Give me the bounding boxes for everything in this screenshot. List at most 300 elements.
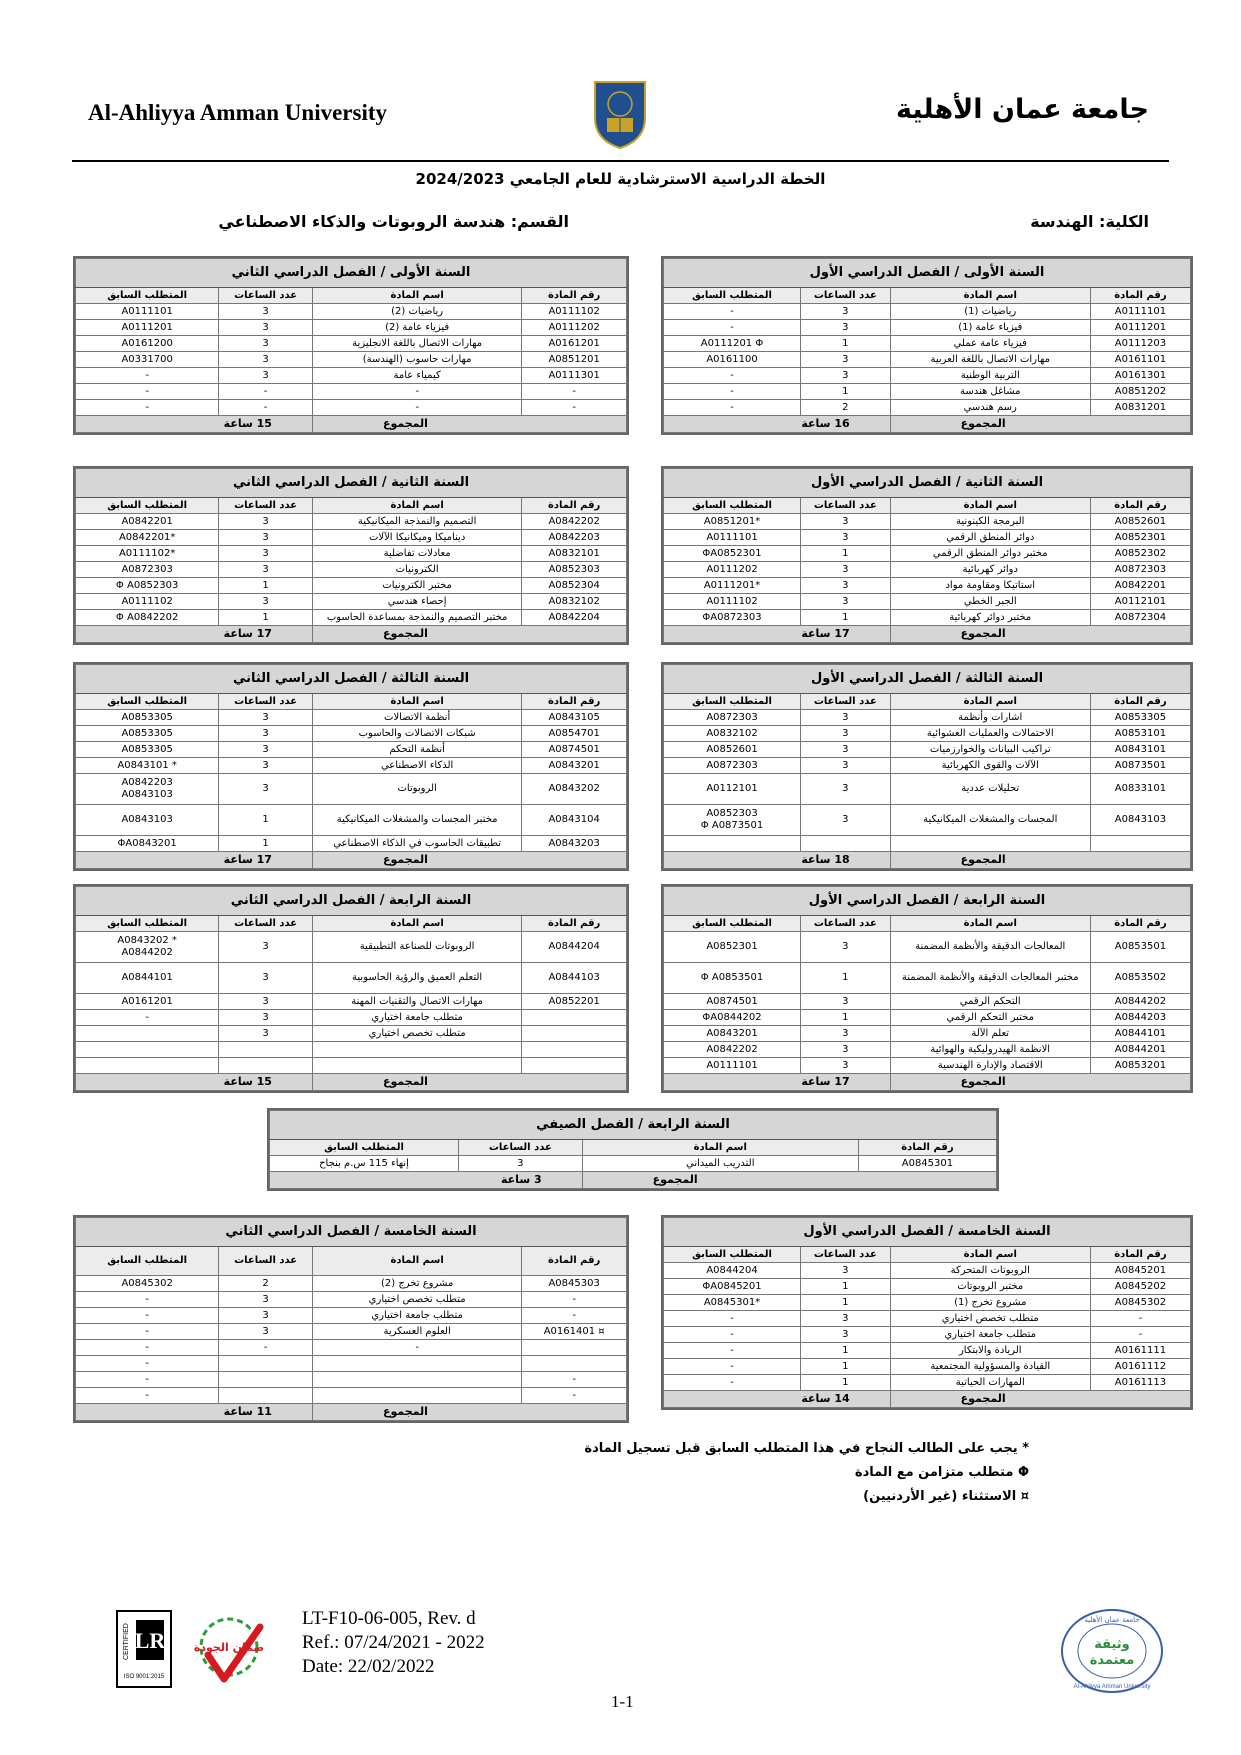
- course-prereq: -: [76, 1388, 219, 1404]
- course-code: [522, 1042, 627, 1058]
- lr-certified-badge: [116, 1610, 172, 1688]
- course-row: [664, 562, 1191, 578]
- department-label: القسم: هندسة الروبوتات والذكاء الاصطناعي: [218, 212, 569, 231]
- course-code: A0853501: [1090, 932, 1190, 963]
- course-name: التحكم الرقمي: [890, 994, 1090, 1010]
- course-prereq: ΦA0852301: [664, 546, 801, 562]
- course-code: A0161111: [1090, 1343, 1190, 1359]
- course-hours: 3: [219, 1324, 313, 1340]
- course-name: مختبر دوائر المنطق الرقمي: [890, 546, 1090, 562]
- course-row: [664, 352, 1191, 368]
- course-prereq-1: A0842203: [121, 777, 173, 788]
- course-row: [76, 352, 627, 368]
- course-code: A0844201: [1090, 1042, 1190, 1058]
- course-prereq: ΦA0845201: [664, 1279, 801, 1295]
- course-prereq: A0842202: [664, 1042, 801, 1058]
- column-header-prereq: المتطلب السابق: [664, 1247, 801, 1263]
- stamp-mid-text-2: معتمدة: [1089, 1653, 1135, 1668]
- course-name: القيادة والمسؤولية المجتمعية: [890, 1359, 1090, 1375]
- course-name: مهارات حاسوب (الهندسة): [312, 352, 521, 368]
- course-name: مشروع تخرج (1): [890, 1295, 1090, 1311]
- course-row: [76, 304, 627, 320]
- column-header-prereq: المتطلب السابق: [664, 694, 801, 710]
- course-row: [76, 336, 627, 352]
- course-code: A0111202: [522, 320, 627, 336]
- column-header-prereq: المتطلب السابق: [664, 288, 801, 304]
- column-header-hours: عدد الساعات: [801, 288, 891, 304]
- course-hours: 3: [801, 726, 891, 742]
- course-name: متطلب تخصص اختياري: [312, 1292, 521, 1308]
- course-name: متطلب جامعة اختياري: [890, 1327, 1090, 1343]
- course-prereq: A0111102: [664, 594, 801, 610]
- stamp-bottom-text: Al-Ahliyya Amman University: [1073, 1684, 1151, 1690]
- course-prereq: -: [664, 368, 801, 384]
- course-hours: 3: [801, 805, 891, 836]
- course-hours: [219, 1388, 313, 1404]
- course-row: [76, 514, 627, 530]
- course-name: استاتيكا ومقاومة مواد: [890, 578, 1090, 594]
- course-code: A0873501: [1090, 758, 1190, 774]
- course-code: A0853101: [1090, 726, 1190, 742]
- course-hours: 3: [219, 514, 313, 530]
- course-name: ديناميكا وميكانيكا الآلات: [312, 530, 521, 546]
- course-row: [664, 1026, 1191, 1042]
- course-prereq: A0845302: [76, 1276, 219, 1292]
- course-name: الجبر الخطي: [890, 594, 1090, 610]
- course-name: رسم هندسي: [890, 400, 1090, 416]
- course-hours: 3: [801, 562, 891, 578]
- plan-title: الخطة الدراسية الاسترشادية للعام الجامعي 2024/2023: [415, 170, 826, 188]
- column-header-code: رقم المادة: [522, 498, 627, 514]
- course-name: رياضيات (1): [890, 304, 1090, 320]
- course-code: [522, 1026, 627, 1042]
- course-row: [664, 1375, 1191, 1391]
- course-prereq: ΦA0872303: [664, 610, 801, 626]
- course-code: -: [1090, 1311, 1190, 1327]
- course-code: -: [522, 384, 627, 400]
- course-prereq: A0111202: [664, 562, 801, 578]
- semester-table-y4s1: [661, 884, 1193, 1093]
- course-prereq: A0853305: [76, 726, 219, 742]
- course-prereq: -: [664, 1311, 801, 1327]
- course-prereq: -: [664, 304, 801, 320]
- course-hours: 3: [801, 578, 891, 594]
- course-hours: 3: [801, 994, 891, 1010]
- course-row: [76, 578, 627, 594]
- course-code: A0853502: [1090, 963, 1190, 994]
- column-header-prereq: المتطلب السابق: [664, 498, 801, 514]
- course-code: -: [522, 1308, 627, 1324]
- course-row: [664, 932, 1191, 963]
- course-name: -: [312, 384, 521, 400]
- course-hours: 3: [219, 546, 313, 562]
- course-code: A0852302: [1090, 546, 1190, 562]
- course-row: [664, 400, 1191, 416]
- course-prereq: -: [664, 384, 801, 400]
- semester-table-y2s2: [73, 466, 629, 645]
- course-prereq: [76, 1042, 219, 1058]
- semester-table-y3s2: [73, 662, 629, 871]
- course-row: [76, 320, 627, 336]
- course-prereq: -: [76, 1356, 219, 1372]
- total-hours: 17 ساعة: [664, 626, 891, 643]
- course-row: [664, 578, 1191, 594]
- column-header-hours: عدد الساعات: [219, 1247, 313, 1276]
- course-row: [76, 1372, 627, 1388]
- column-header-name: اسم المادة: [890, 1247, 1090, 1263]
- course-name: فيزياء عامة (1): [890, 320, 1090, 336]
- course-hours: 3: [801, 320, 891, 336]
- course-row: [76, 805, 627, 836]
- course-name: المهارات الحياتية: [890, 1375, 1090, 1391]
- course-code: A0853305: [1090, 710, 1190, 726]
- course-code: A0832101: [522, 546, 627, 562]
- course-hours: 1: [801, 610, 891, 626]
- total-label: المجموع: [312, 1404, 626, 1421]
- column-header-name: اسم المادة: [582, 1140, 858, 1156]
- column-header-code: رقم المادة: [522, 694, 627, 710]
- svg-text:LR: LR: [134, 1628, 166, 1653]
- total-hours: 17 ساعة: [76, 852, 313, 869]
- column-header-hours: عدد الساعات: [459, 1140, 583, 1156]
- course-prereq: -: [76, 384, 219, 400]
- course-prereq: A0161200: [76, 336, 219, 352]
- total-label: المجموع: [312, 626, 626, 643]
- column-header-prereq: المتطلب السابق: [664, 916, 801, 932]
- course-row: [664, 1295, 1191, 1311]
- course-prereq: -: [664, 320, 801, 336]
- course-name: أنظمة التحكم: [312, 742, 521, 758]
- course-row: [76, 758, 627, 774]
- course-prereq: A0844101: [76, 963, 219, 994]
- course-prereq: -: [76, 1292, 219, 1308]
- course-row: [76, 963, 627, 994]
- course-prereq: A0111102: [76, 594, 219, 610]
- course-prereq: -: [76, 1340, 219, 1356]
- semester-title: السنة الثالثة / الفصل الدراسي الثاني: [76, 665, 627, 694]
- total-hours: 11 ساعة: [76, 1404, 313, 1421]
- course-code: -: [1090, 1327, 1190, 1343]
- course-hours: 1: [219, 610, 313, 626]
- university-name-en: Al-Ahliyya Amman University: [88, 100, 387, 125]
- course-hours: 1: [801, 384, 891, 400]
- column-header-hours: عدد الساعات: [219, 916, 313, 932]
- course-row: [664, 1343, 1191, 1359]
- course-name: أنظمة الاتصالات: [312, 710, 521, 726]
- course-name: مختبر الروبوتات: [890, 1279, 1090, 1295]
- course-hours: 1: [219, 805, 313, 836]
- course-row: [76, 1026, 627, 1042]
- course-prereq: [76, 932, 219, 963]
- course-hours: 3: [801, 1263, 891, 1279]
- column-header-code: رقم المادة: [1090, 694, 1190, 710]
- course-prereq: A0843201: [664, 1026, 801, 1042]
- course-hours: 1: [801, 546, 891, 562]
- total-hours: 15 ساعة: [76, 416, 313, 433]
- course-code: A0161112: [1090, 1359, 1190, 1375]
- total-label: المجموع: [312, 416, 626, 433]
- column-header-name: اسم المادة: [312, 498, 521, 514]
- course-prereq: A0852301: [664, 932, 801, 963]
- course-hours: 3: [219, 774, 313, 805]
- stamp-mid-text-1: وثيقة: [1094, 1637, 1130, 1652]
- semester-title: السنة الخامسة / الفصل الدراسي الثاني: [76, 1218, 627, 1247]
- course-prereq: A0331700: [76, 352, 219, 368]
- course-prereq: -: [664, 1375, 801, 1391]
- course-name: الآلات والقوى الكهربائية: [890, 758, 1090, 774]
- course-row: [664, 994, 1191, 1010]
- course-name: متطلب جامعة اختياري: [312, 1010, 521, 1026]
- column-header-hours: عدد الساعات: [801, 1247, 891, 1263]
- course-code: [522, 1340, 627, 1356]
- course-name: الذكاء الاصطناعي: [312, 758, 521, 774]
- course-name: [312, 1388, 521, 1404]
- semester-title: السنة الخامسة / الفصل الدراسي الأول: [664, 1218, 1191, 1247]
- course-name: اشارات وأنظمة: [890, 710, 1090, 726]
- course-name: متطلب تخصص اختياري: [890, 1311, 1090, 1327]
- course-name: دوائر المنطق الرقمي: [890, 530, 1090, 546]
- course-prereq: [76, 1058, 219, 1074]
- column-header-code: رقم المادة: [1090, 498, 1190, 514]
- course-name: الريادة والابتكار: [890, 1343, 1090, 1359]
- university-logo: [587, 78, 653, 150]
- total-hours: 18 ساعة: [664, 852, 891, 869]
- course-name: التدريب الميداني: [582, 1156, 858, 1172]
- course-row: [76, 774, 627, 805]
- column-header-prereq: المتطلب السابق: [76, 1247, 219, 1276]
- course-prereq: A0842201: [76, 514, 219, 530]
- course-prereq: A0111201*: [664, 578, 801, 594]
- course-name: تحليلات عددية: [890, 774, 1090, 805]
- note-exception: ¤ الاستثناء (غير الأردنيين): [863, 1489, 1029, 1504]
- course-prereq: -: [664, 1359, 801, 1375]
- course-row: [664, 336, 1191, 352]
- course-row: [664, 774, 1191, 805]
- total-hours: 17 ساعة: [76, 626, 313, 643]
- note-prerequisite: * يجب على الطالب النجاح في هذا المتطلب السابق قبل تسجيل المادة: [584, 1441, 1029, 1456]
- course-hours: 3: [801, 368, 891, 384]
- course-row: [664, 1010, 1191, 1026]
- course-row: [76, 994, 627, 1010]
- course-code: A0111301: [522, 368, 627, 384]
- course-prereq: A0111201 Φ: [664, 336, 801, 352]
- semester-table-y2s1: [661, 466, 1193, 645]
- course-row: [76, 1308, 627, 1324]
- course-code: A0844203: [1090, 1010, 1190, 1026]
- course-name: [312, 1372, 521, 1388]
- column-header-hours: عدد الساعات: [219, 498, 313, 514]
- course-hours: 3: [219, 758, 313, 774]
- course-hours: 1: [801, 1295, 891, 1311]
- semester-title: السنة الثانية / الفصل الدراسي الأول: [664, 469, 1191, 498]
- course-row: [76, 1340, 627, 1356]
- course-row: [76, 384, 627, 400]
- approved-document-stamp: [1060, 1608, 1164, 1694]
- course-hours: 1: [801, 1343, 891, 1359]
- total-hours: 14 ساعة: [664, 1391, 891, 1408]
- course-name: مختبر التصميم والنمذجة بمساعدة الحاسوب: [312, 610, 521, 626]
- course-hours: 3: [219, 320, 313, 336]
- course-code: A0851202: [1090, 384, 1190, 400]
- course-code: A0161101: [1090, 352, 1190, 368]
- course-code: A0872304: [1090, 610, 1190, 626]
- course-name: مهارات الاتصال باللغة الانجليزية: [312, 336, 521, 352]
- course-code: A0845202: [1090, 1279, 1190, 1295]
- course-name: [312, 1042, 521, 1058]
- course-code: A0845301: [858, 1156, 996, 1172]
- course-name: معادلات تفاضلية: [312, 546, 521, 562]
- course-name: الكترونيات: [312, 562, 521, 578]
- course-hours: 1: [219, 836, 313, 852]
- course-row: [76, 1356, 627, 1372]
- column-header-hours: عدد الساعات: [801, 916, 891, 932]
- course-name: الاحتمالات والعمليات العشوائية: [890, 726, 1090, 742]
- course-prereq: A0852601: [664, 742, 801, 758]
- course-hours: 3: [801, 530, 891, 546]
- course-hours: 2: [801, 400, 891, 416]
- course-prereq: A0844204: [664, 1263, 801, 1279]
- course-row: [664, 384, 1191, 400]
- course-name: مختبر المعالجات الدقيقة والأنظمة المضمنة: [890, 963, 1090, 994]
- issue-date: Date: 22/02/2022: [302, 1656, 435, 1677]
- course-hours: 3: [801, 758, 891, 774]
- course-name: رياضيات (2): [312, 304, 521, 320]
- course-prereq: -: [664, 1343, 801, 1359]
- course-row: [664, 530, 1191, 546]
- course-row: [76, 726, 627, 742]
- course-hours: 3: [459, 1156, 583, 1172]
- course-prereq: A0853305: [76, 742, 219, 758]
- course-row: [664, 594, 1191, 610]
- course-name: متطلب جامعة اختياري: [312, 1308, 521, 1324]
- course-prereq: A0111101: [664, 1058, 801, 1074]
- course-row: [76, 610, 627, 626]
- course-hours: 3: [219, 963, 313, 994]
- column-header-name: اسم المادة: [312, 694, 521, 710]
- course-prereq: A0161100: [664, 352, 801, 368]
- course-hours: 3: [219, 304, 313, 320]
- course-name: مختبر المجسات والمشغلات الميكانيكية: [312, 805, 521, 836]
- course-code: [1090, 836, 1190, 852]
- total-hours: 16 ساعة: [664, 416, 891, 433]
- course-prereq: [664, 805, 801, 836]
- total-label: المجموع: [582, 1172, 996, 1189]
- course-row: [76, 836, 627, 852]
- course-hours: 3: [801, 514, 891, 530]
- semester-title: السنة الرابعة / الفصل الدراسي الأول: [664, 887, 1191, 916]
- course-name: مهارات الاتصال باللغة العربية: [890, 352, 1090, 368]
- course-hours: [801, 836, 891, 852]
- note-concurrent: Φ متطلب متزامن مع المادة: [854, 1465, 1029, 1480]
- course-code: -: [522, 1372, 627, 1388]
- course-prereq-2: A0844202: [121, 947, 173, 958]
- course-hours: 3: [801, 352, 891, 368]
- course-row: [76, 1042, 627, 1058]
- course-hours: 1: [801, 1359, 891, 1375]
- column-header-name: اسم المادة: [890, 288, 1090, 304]
- course-name: فيزياء عامة (2): [312, 320, 521, 336]
- column-header-hours: عدد الساعات: [801, 498, 891, 514]
- course-name: [312, 1356, 521, 1372]
- course-prereq: A0842201*: [76, 530, 219, 546]
- course-code: A0843105: [522, 710, 627, 726]
- course-row: [76, 742, 627, 758]
- course-prereq: A0843103: [76, 805, 219, 836]
- course-name: الاقتصاد والإدارة الهندسية: [890, 1058, 1090, 1074]
- course-code: [522, 1058, 627, 1074]
- course-code: A0842201: [1090, 578, 1190, 594]
- course-prereq: Φ A0853501: [664, 963, 801, 994]
- course-name: المعالجات الدقيقة والأنظمة المضمنة: [890, 932, 1090, 963]
- column-header-prereq: المتطلب السابق: [76, 916, 219, 932]
- legend-notes: [584, 1437, 1029, 1509]
- course-code: A0842202: [522, 514, 627, 530]
- course-code: A0111102: [522, 304, 627, 320]
- semester-table-y1s2: [73, 256, 629, 435]
- semester-title: السنة الثانية / الفصل الدراسي الثاني: [76, 469, 627, 498]
- column-header-code: رقم المادة: [858, 1140, 996, 1156]
- course-code: A0111101: [1090, 304, 1190, 320]
- course-prereq: -: [664, 1327, 801, 1343]
- course-code: A0833101: [1090, 774, 1190, 805]
- course-name: البرمجة الكينونية: [890, 514, 1090, 530]
- course-name: مختبر التحكم الرقمي: [890, 1010, 1090, 1026]
- course-name: متطلب تخصص اختياري: [312, 1026, 521, 1042]
- course-code: A0842204: [522, 610, 627, 626]
- course-name: مشاغل هندسة: [890, 384, 1090, 400]
- course-name: كيمياء عامة: [312, 368, 521, 384]
- course-code: A0832102: [522, 594, 627, 610]
- course-row: [76, 368, 627, 384]
- quality-assurance-logo: [190, 1607, 268, 1689]
- course-name: تطبيقات الحاسوب في الذكاء الاصطناعي: [312, 836, 521, 852]
- course-hours: 3: [219, 994, 313, 1010]
- course-code: A0844204: [522, 932, 627, 963]
- course-hours: 3: [801, 710, 891, 726]
- semester-title: السنة الرابعة / الفصل الدراسي الثاني: [76, 887, 627, 916]
- course-code: A0852201: [522, 994, 627, 1010]
- course-code: A0844202: [1090, 994, 1190, 1010]
- column-header-name: اسم المادة: [890, 916, 1090, 932]
- course-code: A0111203: [1090, 336, 1190, 352]
- course-prereq: Φ A0842202: [76, 610, 219, 626]
- course-code: A0161401 ¤: [522, 1324, 627, 1340]
- course-row: [664, 1327, 1191, 1343]
- course-prereq: A0111201: [76, 320, 219, 336]
- course-row: [76, 1388, 627, 1404]
- course-prereq: A0872303: [664, 710, 801, 726]
- course-code: A0845303: [522, 1276, 627, 1292]
- semester-table-y3s1: [661, 662, 1193, 871]
- course-prereq: -: [664, 400, 801, 416]
- course-hours: 3: [219, 1292, 313, 1308]
- course-prereq: ΦA0844202: [664, 1010, 801, 1026]
- header-rule: [72, 160, 1169, 162]
- course-row: [664, 1359, 1191, 1375]
- course-code: A0111201: [1090, 320, 1190, 336]
- column-header-prereq: المتطلب السابق: [76, 498, 219, 514]
- course-hours: 3: [219, 726, 313, 742]
- course-code: A0843203: [522, 836, 627, 852]
- course-code: A0852304: [522, 578, 627, 594]
- course-name: [312, 1058, 521, 1074]
- course-row: [664, 836, 1191, 852]
- total-hours: 3 ساعة: [270, 1172, 583, 1189]
- course-prereq-2: A0843103: [121, 789, 173, 800]
- column-header-hours: عدد الساعات: [219, 694, 313, 710]
- course-name: الروبوتات المتحركة: [890, 1263, 1090, 1279]
- course-hours: 3: [801, 1327, 891, 1343]
